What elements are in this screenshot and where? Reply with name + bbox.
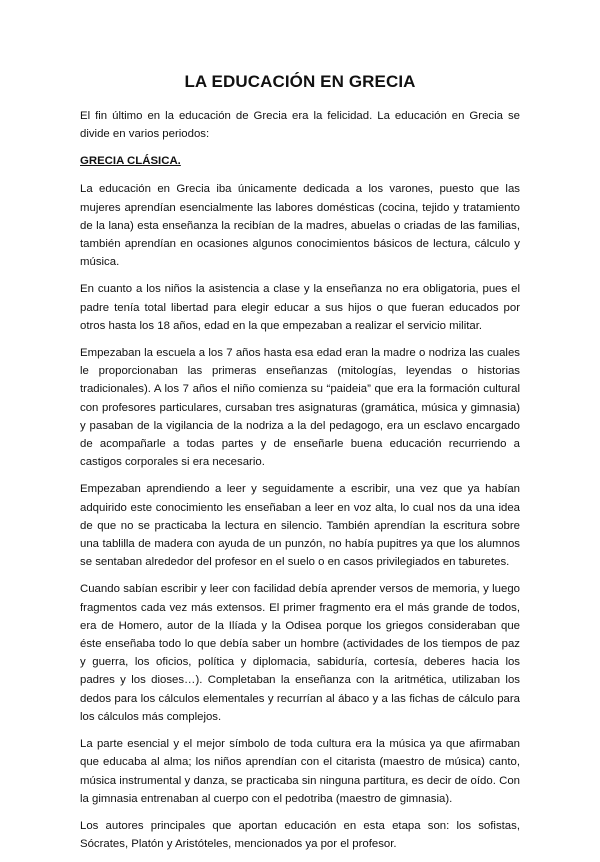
paragraph-women-education: La educación en Grecia iba únicamente dedicada a los varones, puesto que las mujeres aprendían esencialmente las labores domésticas (cocina, tejido y tratamiento de la lana) esta enseñanza la recibían de la madres, abuelas o criadas de las familias, también aprendían en ocasiones algunos conocimientos básicos de lectura, cálculo y música. [80, 183, 520, 269]
section-heading: GRECIA CLÁSICA. [80, 155, 181, 168]
paragraph-memorization: Cuando sabían escribir y leer con facilidad debía aprender versos de memoria, y luego fragmentos cada vez más extensos. El primer fragmento era el más grande de todos, era de Homero, autor de la Ilíada y la Odisea porque los griegos consideraban que éste enseñaba todo lo que debía saber un hombre (actividades de los tiempos de paz y guerra, los oficios, política y diplomacia, sabiduría, cortesía, deberes hacia los padres y los dioses…). Completaban la enseñanza con la aritmética, utilizaban los dedos para los cálculos elementales y recurrían al ábaco y a las fichas de cálculo para los cálculos más complejos. [80, 583, 520, 723]
intro-paragraph: El fin último en la educación de Grecia era la felicidad. La educación en Grecia se divide en varios periodos: [80, 110, 520, 141]
paragraph-music-gymnastics: La parte esencial y el mejor símbolo de toda cultura era la música ya que afirmaban que educaba al alma; los niños aprendían con el citarista (maestro de música) canto, música instrumental y danza, se practicaba sin ninguna partitura, es decir de oído. Con la gimnasia entrenaban al cuerpo con el pedotriba (maestro de gimnasia). [80, 738, 520, 805]
paragraph-reading-writing: Empezaban aprendiendo a leer y seguidamente a escribir, una vez que ya habían adquirido este conocimiento les enseñaban a leer en voz alta, lo cual nos da una idea de que no se practicaba la lectura en silencio. También aprendían la escritura sobre una tablilla de madera con ayuda de un punzón, no había pupitres ya que los alumnos se sentaban alrededor del profesor en el suelo o en casos privilegiados en taburetes. [80, 483, 520, 569]
paragraph-authors: Los autores principales que aportan educación en esta etapa son: los sofistas, Sócrates, Platón y Aristóteles, mencionados ya por el profesor. [80, 819, 520, 851]
paragraph-paideia: Empezaban la escuela a los 7 años hasta esa edad eran la madre o nodriza las cuales le proporcionaban las primeras enseñanzas (mitologías, leyendas o historias tradicionales). A los 7 años el niño comienza su “paideia” que era la formación cultural con profesores particulares, cursaban tres asignaturas (gramática, música y gimnasia) y pasaban de la vigilancia de la nodriza a la del pedagogo, era un esclavo encargado de acompañarle a todas partes y de enseñarle buena educación recurriendo a castigos corporales si era necesario. [80, 347, 520, 469]
paragraph-school-attendance: En cuanto a los niños la asistencia a clase y la enseñanza no era obligatoria, pues el padre tenía total libertad para elegir educar a sus hijos o que fueran educados por otros hasta los 18 años, edad en la que empezaban a realizar el servicio militar. [80, 283, 520, 332]
page-title: LA EDUCACIÓN EN GRECIA [184, 72, 416, 91]
document-page [80, 72, 520, 862]
